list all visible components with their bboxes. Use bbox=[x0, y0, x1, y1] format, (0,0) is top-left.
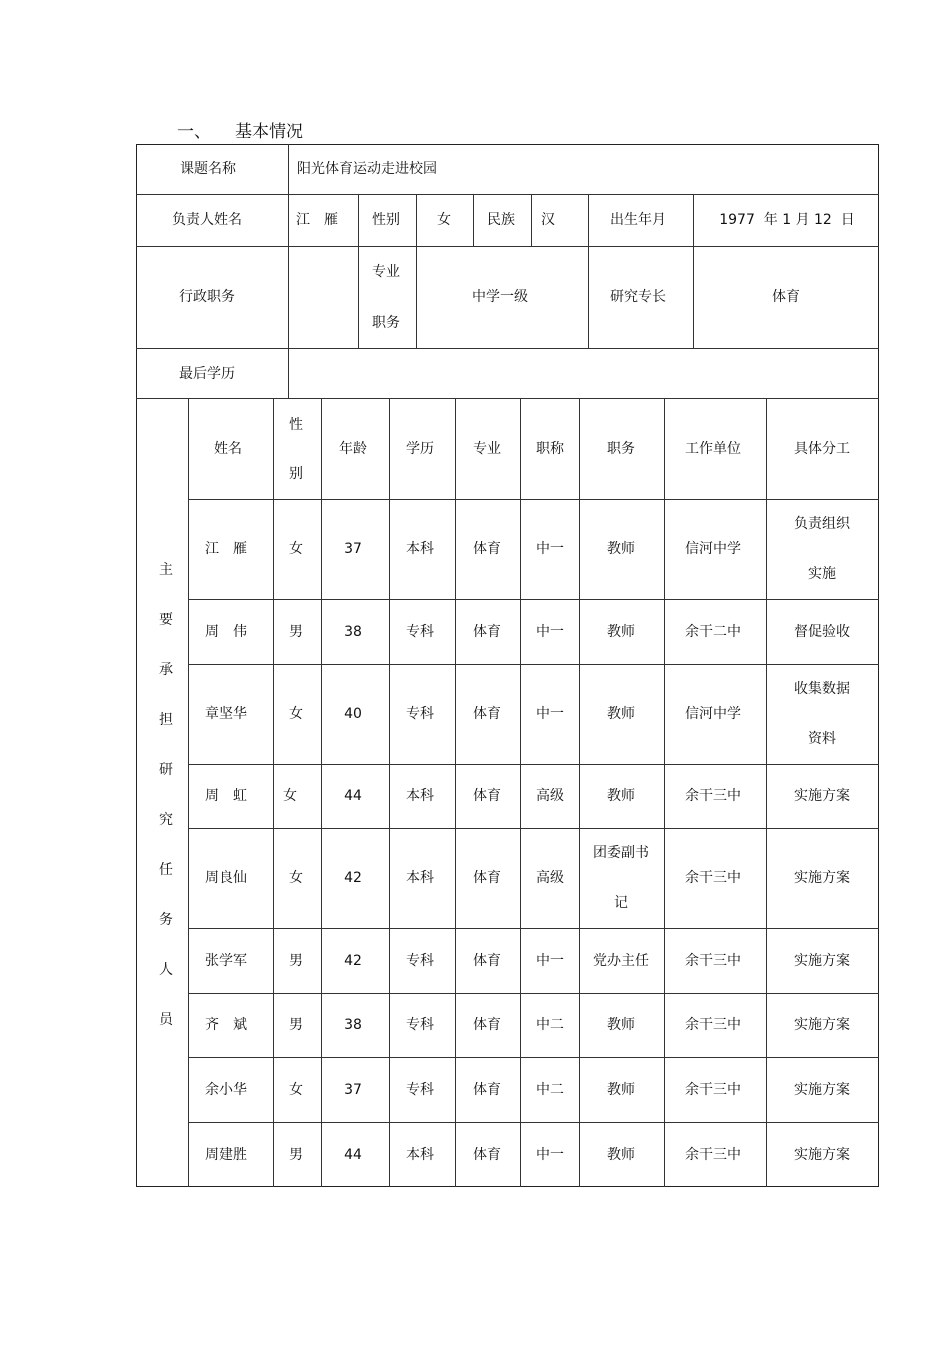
title-value: 中学一级 bbox=[472, 289, 528, 305]
member-unit-cell: 余干三中 bbox=[685, 1146, 741, 1163]
row-divider bbox=[136, 194, 879, 195]
col-divider bbox=[766, 398, 767, 1187]
member-age-cell: 38 bbox=[344, 623, 362, 640]
col-divider bbox=[321, 398, 322, 1187]
header-major: 专业 bbox=[473, 441, 501, 457]
member-age-cell: 38 bbox=[344, 1017, 362, 1033]
member-major-cell: 体育 bbox=[473, 541, 501, 557]
member-education-cell: 专科 bbox=[406, 1017, 434, 1033]
birth-label: 出生年月 bbox=[610, 212, 666, 228]
header-duty: 具体分工 bbox=[794, 441, 850, 457]
row-divider bbox=[136, 398, 879, 399]
member-name-cell: 余小华 bbox=[205, 1081, 247, 1098]
member-rank-cell: 中一 bbox=[536, 1146, 564, 1163]
member-gender-cell: 女 bbox=[289, 541, 303, 557]
section-title: 基本情况 bbox=[235, 122, 303, 142]
member-name-cell: 周良仙 bbox=[205, 870, 247, 886]
member-duty-cell: 督促验收 bbox=[794, 623, 850, 640]
member-position-cell: 团委副书 bbox=[593, 845, 649, 861]
col-divider bbox=[588, 194, 589, 348]
row-divider bbox=[188, 664, 879, 665]
member-duty-cell: 实施 bbox=[808, 566, 836, 582]
member-position-cell: 教师 bbox=[607, 1081, 635, 1098]
header-name: 姓名 bbox=[214, 441, 242, 457]
member-education-cell: 专科 bbox=[406, 623, 434, 640]
member-gender-cell: 男 bbox=[289, 1017, 303, 1033]
header-gender-line2: 别 bbox=[289, 466, 303, 482]
member-rank-cell: 中一 bbox=[536, 541, 564, 557]
header-education: 学历 bbox=[406, 441, 434, 457]
col-divider bbox=[389, 398, 390, 1187]
member-unit-cell: 信河中学 bbox=[685, 706, 741, 722]
header-age: 年龄 bbox=[339, 441, 367, 457]
col-divider bbox=[520, 398, 521, 1187]
header-position: 职务 bbox=[607, 441, 635, 457]
member-education-cell: 本科 bbox=[406, 1146, 434, 1163]
section-heading bbox=[177, 117, 303, 142]
member-duty-cell: 实施方案 bbox=[794, 952, 850, 969]
member-rank-cell: 中一 bbox=[536, 706, 564, 722]
member-unit-cell: 余干二中 bbox=[685, 623, 741, 640]
member-education-cell: 专科 bbox=[406, 706, 434, 722]
col-divider bbox=[273, 398, 274, 1187]
member-duty-cell: 实施方案 bbox=[794, 1146, 850, 1163]
member-position-cell: 教师 bbox=[607, 706, 635, 722]
member-name-cell: 周建胜 bbox=[205, 1146, 247, 1163]
col-divider bbox=[664, 398, 665, 1187]
member-position-cell: 记 bbox=[614, 895, 628, 911]
specialty-value: 体育 bbox=[772, 289, 800, 305]
member-unit-cell: 信河中学 bbox=[685, 541, 741, 557]
birth-value: 1977 年 1 月 12 日 bbox=[719, 212, 855, 228]
member-name-cell: 张学军 bbox=[205, 952, 247, 969]
member-unit-cell: 余干三中 bbox=[685, 952, 741, 969]
member-gender-cell: 女 bbox=[289, 870, 303, 886]
member-education-cell: 本科 bbox=[406, 870, 434, 886]
title-label-line1: 专业 bbox=[372, 264, 400, 280]
members-section-label: 主 要 承 担 研 究 任 务 人 员 bbox=[159, 562, 173, 1028]
member-major-cell: 体育 bbox=[473, 788, 501, 804]
member-major-cell: 体育 bbox=[473, 952, 501, 969]
row-divider bbox=[188, 1057, 879, 1058]
member-major-cell: 体育 bbox=[473, 623, 501, 640]
col-divider bbox=[416, 194, 417, 348]
col-divider bbox=[531, 194, 532, 246]
member-age-cell: 37 bbox=[344, 1081, 362, 1098]
col-divider bbox=[288, 144, 289, 398]
member-unit-cell: 余干三中 bbox=[685, 788, 741, 804]
member-gender-cell: 女 bbox=[289, 1081, 303, 1098]
member-name-cell: 章坚华 bbox=[205, 706, 247, 722]
member-position-cell: 教师 bbox=[607, 788, 635, 804]
admin-label: 行政职务 bbox=[179, 289, 235, 305]
ethnicity-label: 民族 bbox=[487, 212, 515, 228]
member-age-cell: 42 bbox=[344, 952, 362, 969]
gender-label: 性别 bbox=[372, 212, 400, 228]
row-divider bbox=[188, 1122, 879, 1123]
col-divider bbox=[693, 194, 694, 348]
member-duty-cell: 负责组织 bbox=[794, 516, 850, 532]
member-age-cell: 37 bbox=[344, 541, 362, 557]
member-gender-cell: 男 bbox=[289, 623, 303, 640]
row-divider bbox=[188, 599, 879, 600]
member-rank-cell: 高级 bbox=[536, 788, 564, 804]
member-unit-cell: 余干三中 bbox=[685, 1081, 741, 1098]
member-unit-cell: 余干三中 bbox=[685, 870, 741, 886]
member-name-cell: 周 虹 bbox=[205, 788, 247, 804]
member-major-cell: 体育 bbox=[473, 706, 501, 722]
gender-value: 女 bbox=[437, 212, 451, 228]
row-divider bbox=[136, 246, 879, 247]
member-position-cell: 教师 bbox=[607, 1146, 635, 1163]
member-rank-cell: 中二 bbox=[536, 1081, 564, 1098]
member-position-cell: 党办主任 bbox=[593, 952, 649, 969]
member-name-cell: 齐 斌 bbox=[205, 1017, 247, 1033]
member-position-cell: 教师 bbox=[607, 541, 635, 557]
member-age-cell: 40 bbox=[344, 706, 362, 722]
title-label-line2: 职务 bbox=[372, 315, 400, 331]
member-position-cell: 教师 bbox=[607, 623, 635, 640]
row-divider bbox=[188, 993, 879, 994]
header-rank: 职称 bbox=[536, 441, 564, 457]
section-number: 一、 bbox=[177, 122, 211, 142]
row-divider bbox=[188, 928, 879, 929]
member-education-cell: 本科 bbox=[406, 541, 434, 557]
member-rank-cell: 中一 bbox=[536, 623, 564, 640]
member-rank-cell: 中一 bbox=[536, 952, 564, 969]
member-age-cell: 44 bbox=[344, 788, 362, 804]
topic-value: 阳光体育运动走进校园 bbox=[297, 161, 437, 177]
member-gender-cell: 女 bbox=[289, 706, 303, 722]
education-label: 最后学历 bbox=[179, 366, 235, 382]
member-rank-cell: 高级 bbox=[536, 870, 564, 886]
member-major-cell: 体育 bbox=[473, 1081, 501, 1098]
leader-label: 负责人姓名 bbox=[172, 212, 242, 228]
row-divider bbox=[136, 348, 879, 349]
col-divider bbox=[188, 398, 189, 1187]
member-age-cell: 44 bbox=[344, 1146, 362, 1163]
member-gender-cell: 男 bbox=[289, 952, 303, 969]
member-age-cell: 42 bbox=[344, 870, 362, 886]
member-duty-cell: 收集数据 bbox=[794, 681, 850, 697]
member-major-cell: 体育 bbox=[473, 870, 501, 886]
col-divider bbox=[579, 398, 580, 1187]
member-duty-cell: 实施方案 bbox=[794, 870, 850, 886]
member-name-cell: 江 雁 bbox=[205, 541, 247, 557]
col-divider bbox=[473, 194, 474, 246]
member-duty-cell: 实施方案 bbox=[794, 1081, 850, 1098]
member-gender-cell: 女 bbox=[283, 788, 297, 804]
specialty-label: 研究专长 bbox=[610, 289, 666, 305]
member-duty-cell: 实施方案 bbox=[794, 788, 850, 804]
member-unit-cell: 余干三中 bbox=[685, 1017, 741, 1033]
member-education-cell: 专科 bbox=[406, 1081, 434, 1098]
header-unit: 工作单位 bbox=[685, 441, 741, 457]
member-duty-cell: 实施方案 bbox=[794, 1017, 850, 1033]
topic-label: 课题名称 bbox=[180, 161, 236, 177]
member-position-cell: 教师 bbox=[607, 1017, 635, 1033]
member-major-cell: 体育 bbox=[473, 1017, 501, 1033]
header-gender-line1: 性 bbox=[289, 417, 303, 433]
col-divider bbox=[455, 398, 456, 1187]
member-duty-cell: 资料 bbox=[808, 731, 836, 747]
row-divider bbox=[188, 499, 879, 500]
row-divider bbox=[188, 828, 879, 829]
member-major-cell: 体育 bbox=[473, 1146, 501, 1163]
leader-name: 江 雁 bbox=[296, 212, 338, 228]
member-gender-cell: 男 bbox=[289, 1146, 303, 1163]
ethnicity-value: 汉 bbox=[541, 212, 555, 228]
row-divider bbox=[188, 764, 879, 765]
member-education-cell: 本科 bbox=[406, 788, 434, 804]
member-name-cell: 周 伟 bbox=[205, 623, 247, 640]
col-divider bbox=[358, 194, 359, 348]
member-rank-cell: 中二 bbox=[536, 1017, 564, 1033]
member-education-cell: 专科 bbox=[406, 952, 434, 969]
